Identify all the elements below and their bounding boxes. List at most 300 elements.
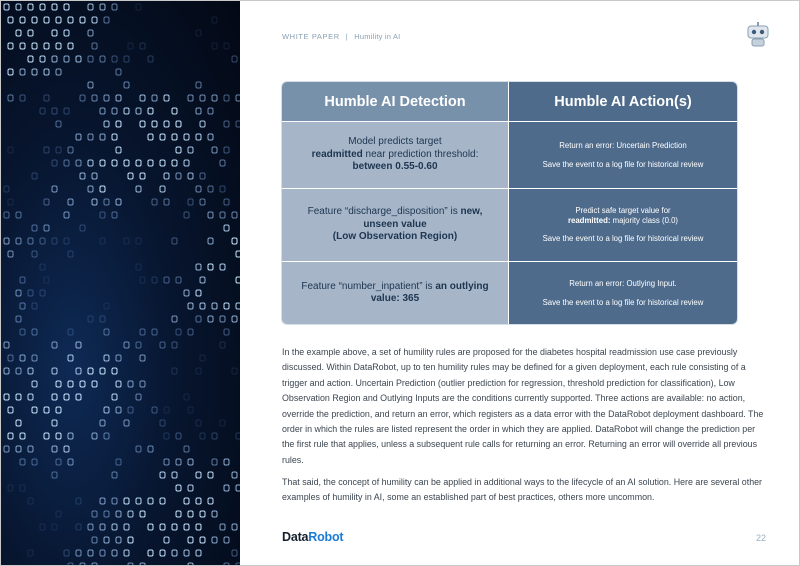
pattern-glyph [148,550,153,556]
pattern-glyph [224,199,229,205]
pattern-glyph [164,459,169,465]
pattern-glyph [196,108,201,114]
pattern-glyph [88,56,93,62]
page-header [282,32,400,41]
pattern-glyph [128,381,133,387]
pattern-glyph [136,160,141,166]
pattern-glyph [220,212,225,218]
pattern-glyph [112,394,117,400]
pattern-glyph [112,212,117,218]
pattern-glyph [208,186,213,192]
pattern-glyph [16,368,21,374]
pattern-glyph [124,238,129,244]
pattern-glyph [68,43,73,49]
pattern-glyph [124,160,129,166]
pattern-glyph [68,17,73,23]
pattern-glyph [64,212,69,218]
pattern-glyph [188,485,193,491]
pattern-glyph [8,147,13,153]
pattern-glyph [80,225,85,231]
pattern-glyph [56,43,61,49]
pattern-glyph [52,186,57,192]
table-header-detection: Humble AI Detection [282,82,508,121]
pattern-glyph [128,563,133,565]
pattern-glyph [128,537,133,543]
pattern-glyph [212,303,217,309]
pattern-glyph [224,459,229,465]
pattern-glyph [232,524,237,530]
table-row-2-actions [509,189,737,261]
pattern-glyph [196,134,201,140]
pattern-glyph [200,121,205,127]
pattern-glyph [56,433,61,439]
pattern-glyph [236,485,240,491]
pattern-glyph [116,459,121,465]
pattern-glyph [160,160,165,166]
pattern-glyph [40,4,45,10]
pattern-glyph [4,238,9,244]
pattern-glyph [40,238,45,244]
pattern-glyph [100,108,105,114]
pattern-glyph [128,43,133,49]
pattern-glyph [100,134,105,140]
pattern-glyph [8,433,13,439]
pattern-glyph [104,537,109,543]
pattern-glyph [188,511,193,517]
pattern-glyph [208,472,213,478]
pattern-glyph [92,381,97,387]
pattern-glyph [100,160,105,166]
pattern-glyph [44,199,49,205]
pattern-glyph [88,550,93,556]
pattern-glyph [232,56,237,62]
pattern-glyph [212,147,217,153]
pattern-glyph [112,524,117,530]
pattern-glyph [20,95,25,101]
pattern-glyph [52,108,57,114]
pattern-glyph [28,56,33,62]
pattern-glyph [148,108,153,114]
pattern-glyph [4,368,9,374]
pattern-glyph [164,537,169,543]
pattern-glyph [64,108,69,114]
pattern-glyph [68,381,73,387]
pattern-glyph [8,43,13,49]
pattern-glyph [44,407,49,413]
pattern-glyph [124,550,129,556]
pattern-glyph [52,56,57,62]
pattern-glyph [140,511,145,517]
pattern-glyph [44,43,49,49]
pattern-glyph [236,303,240,309]
pattern-glyph [64,238,69,244]
pattern-glyph [208,264,213,270]
pattern-glyph [44,225,49,231]
pattern-glyph [32,329,37,335]
pattern-glyph [224,225,229,231]
pattern-glyph [116,95,121,101]
pattern-glyph [4,446,9,452]
pattern-glyph [172,160,177,166]
pattern-glyph [32,407,37,413]
pattern-glyph [188,199,193,205]
pattern-glyph [88,524,93,530]
pattern-glyph [124,524,129,530]
pattern-glyph [152,407,157,413]
pattern-glyph [220,342,225,348]
pattern-glyph [124,56,129,62]
pattern-glyph [16,238,21,244]
pattern-glyph [52,420,57,426]
pattern-glyph [176,121,181,127]
pattern-glyph [112,56,117,62]
pattern-glyph [28,446,33,452]
pattern-glyph [88,30,93,36]
pattern-glyph [232,550,237,556]
table-row-3-actions [509,262,737,324]
pattern-glyph [32,225,37,231]
pattern-glyph [136,186,141,192]
pattern-glyph [32,69,37,75]
pattern-glyph [112,4,117,10]
pattern-glyph [28,498,33,504]
pattern-glyph [52,238,57,244]
pattern-glyph [140,563,145,565]
pattern-glyph [220,186,225,192]
pattern-glyph [172,134,177,140]
pattern-glyph [28,238,33,244]
humble-ai-table [282,82,737,324]
pattern-glyph [196,420,201,426]
pattern-glyph [8,407,13,413]
pattern-glyph [76,160,81,166]
pattern-glyph [196,524,201,530]
pattern-glyph [164,433,169,439]
pattern-glyph [104,303,109,309]
pattern-glyph [52,30,57,36]
pattern-glyph [208,134,213,140]
pattern-glyph [220,264,225,270]
pattern-glyph [20,69,25,75]
pattern-glyph [200,199,205,205]
pattern-glyph [136,108,141,114]
pattern-glyph [8,69,13,75]
pattern-glyph [160,342,165,348]
pattern-glyph [220,160,225,166]
pattern-glyph [172,472,177,478]
pattern-glyph [188,537,193,543]
pattern-glyph [116,199,121,205]
pattern-glyph [212,537,217,543]
pattern-glyph [4,212,9,218]
pattern-glyph [20,485,25,491]
pattern-glyph [172,550,177,556]
pattern-glyph [140,121,145,127]
pattern-glyph [44,433,49,439]
pattern-glyph [104,407,109,413]
pattern-glyph [116,147,121,153]
pattern-glyph [196,186,201,192]
pattern-glyph [68,147,73,153]
pattern-glyph [100,524,105,530]
pattern-glyph [136,394,141,400]
pattern-glyph [184,134,189,140]
pattern-glyph [140,381,145,387]
pattern-glyph [160,472,165,478]
pattern-glyph [128,407,133,413]
pattern-glyph [212,43,217,49]
pattern-glyph [88,134,93,140]
pattern-glyph [28,30,33,36]
pattern-glyph [128,173,133,179]
pattern-glyph [172,368,177,374]
header-section: WHITE PAPER [282,32,340,41]
pattern-glyph [184,212,189,218]
pattern-glyph [208,316,213,322]
pattern-glyph [88,186,93,192]
pattern-glyph [56,381,61,387]
pattern-glyph [100,186,105,192]
pattern-glyph [112,160,117,166]
pattern-glyph [136,498,141,504]
pattern-glyph [8,95,13,101]
pattern-glyph [128,511,133,517]
pattern-glyph [212,17,217,23]
pattern-glyph [76,134,81,140]
pattern-glyph [76,342,81,348]
pattern-glyph [236,277,240,283]
pattern-glyph [100,238,105,244]
pattern-glyph [188,173,193,179]
pattern-glyph [164,199,169,205]
pattern-glyph [224,43,229,49]
pattern-glyph [232,316,237,322]
pattern-glyph [40,56,45,62]
pattern-glyph [40,290,45,296]
table-row-1-detection: Model predicts target readmitted near prediction threshold: between 0.55-0.60 [282,122,508,188]
pattern-glyph [4,394,9,400]
table-row-2-detection: Feature “discharge_disposition” is new, unseen value (Low Observation Region) [282,189,508,261]
pattern-glyph [152,199,157,205]
pattern-glyph [28,550,33,556]
pattern-glyph [64,394,69,400]
pattern-glyph [140,355,145,361]
pattern-glyph [160,134,165,140]
pattern-glyph [112,108,117,114]
pattern-glyph [148,498,153,504]
pattern-glyph [92,563,97,565]
pattern-glyph [148,134,153,140]
pattern-glyph [176,433,181,439]
pattern-glyph [112,498,117,504]
pattern-glyph [100,550,105,556]
pattern-glyph [68,251,73,257]
pattern-glyph [116,407,121,413]
pattern-glyph [224,147,229,153]
pattern-glyph [8,251,13,257]
pattern-glyph [212,95,217,101]
pattern-glyph [16,316,21,322]
pattern-glyph [148,446,153,452]
pattern-glyph [116,381,121,387]
pattern-glyph [104,511,109,517]
body-paragraph-1: In the example above, a set of humility rules are proposed for the diabetes hospital readmission use case previously discussed. Within DataRobot, up to ten humility rules may be defined for a given deployment, each rule consisting of a trigger and action. Uncertain Prediction (outlier prediction for regression, threshold prediction for classification), Low Observation Region and Outlying Inputs are the conditions currently supported. Three actions are available: no action, override the prediction, and return an error, which registers as a data error with the DataRobot deployment dashboard. The order in which the rules are listed represent the order in which they are applied. DataRobot will change the prediction per the first rule that applies, unless a subsequent rule calls for returning an error. Returning an error will override all previous rules. [282,347,764,465]
pattern-glyph [236,251,240,257]
pattern-glyph [152,121,157,127]
pattern-glyph [88,368,93,374]
datarobot-logo: DataRobot [282,530,344,544]
pattern-glyph [116,69,121,75]
pattern-glyph [236,95,240,101]
pattern-glyph [56,17,61,23]
pattern-glyph [152,95,157,101]
pattern-glyph [44,95,49,101]
pattern-glyph [124,498,129,504]
pattern-glyph [196,316,201,322]
pattern-glyph [136,342,141,348]
pattern-glyph [32,381,37,387]
pattern-glyph [200,537,205,543]
pattern-glyph [92,17,97,23]
pattern-glyph [16,420,21,426]
pattern-glyph [200,303,205,309]
pattern-glyph [20,329,25,335]
pattern-glyph [32,173,37,179]
pattern-glyph [8,199,13,205]
pattern-glyph [64,4,69,10]
pattern-glyph [52,446,57,452]
pattern-glyph [208,212,213,218]
pattern-glyph [40,264,45,270]
pattern-glyph [88,316,93,322]
pattern-glyph [172,238,177,244]
pattern-glyph [124,108,129,114]
pattern-glyph [220,420,225,426]
pattern-glyph [76,56,81,62]
pattern-glyph [16,30,21,36]
pattern-glyph [56,69,61,75]
pattern-glyph [76,368,81,374]
pattern-glyph [76,550,81,556]
pattern-glyph [232,238,237,244]
cover-image-digital-pattern [1,1,240,565]
pattern-glyph [104,329,109,335]
pattern-glyph [4,186,9,192]
pattern-glyph [16,212,21,218]
pattern-glyph [112,134,117,140]
pattern-glyph [64,30,69,36]
pattern-glyph [196,368,201,374]
pattern-glyph [160,498,165,504]
pattern-glyph [64,56,69,62]
pattern-glyph [32,459,37,465]
pattern-glyph [16,4,21,10]
pattern-glyph [176,459,181,465]
pattern-glyph [92,511,97,517]
pattern-glyph [160,420,165,426]
pattern-glyph [224,563,229,565]
pattern-glyph [200,277,205,283]
pattern-glyph [164,95,169,101]
pattern-glyph [200,355,205,361]
pattern-glyph [56,459,61,465]
action-text: Save the event to a log file for historical review [542,297,704,307]
pattern-glyph [104,95,109,101]
pattern-glyph [100,56,105,62]
pattern-glyph [68,355,73,361]
pattern-glyph [44,69,49,75]
pattern-glyph [32,251,37,257]
pattern-glyph [16,394,21,400]
pattern-glyph [92,433,97,439]
pattern-glyph [28,4,33,10]
pattern-glyph [100,212,105,218]
pattern-glyph [8,485,13,491]
pattern-glyph [148,56,153,62]
pattern-glyph [232,212,237,218]
pattern-glyph [164,173,169,179]
pattern-glyph [140,173,145,179]
pattern-glyph [16,290,21,296]
pattern-glyph [104,355,109,361]
pattern-glyph [40,524,45,530]
pattern-glyph [196,498,201,504]
pattern-glyph [224,303,229,309]
pattern-glyph [220,316,225,322]
pattern-glyph [152,329,157,335]
pattern-glyph [224,485,229,491]
pattern-glyph [184,394,189,400]
pattern-glyph [88,4,93,10]
pattern-glyph [4,342,9,348]
robot-icon [745,21,771,47]
pattern-glyph [116,355,121,361]
pattern-glyph [208,108,213,114]
pattern-glyph [196,30,201,36]
pattern-glyph [188,147,193,153]
page-number: 22 [756,533,767,543]
pattern-glyph [104,199,109,205]
pattern-glyph [80,381,85,387]
pattern-glyph [200,433,205,439]
pattern-glyph [32,355,37,361]
pattern-glyph [140,43,145,49]
pattern-glyph [196,472,201,478]
pattern-glyph [224,95,229,101]
pattern-glyph [224,121,229,127]
pattern-glyph [124,82,129,88]
pattern-glyph [148,524,153,530]
pattern-glyph [124,420,129,426]
pattern-glyph [32,43,37,49]
pattern-glyph [112,472,117,478]
pattern-glyph [92,95,97,101]
pattern-glyph [184,160,189,166]
pattern-glyph [172,342,177,348]
pattern-glyph [140,329,145,335]
header-topic: Humility in AI [354,32,401,41]
pattern-glyph [32,303,37,309]
action-text: Save the event to a log file for historical review [542,159,704,169]
pattern-glyph [172,316,177,322]
pattern-glyph [92,537,97,543]
action-text: Return an error: Uncertain Prediction [559,140,687,150]
pattern-glyph [52,394,57,400]
pattern-glyph [176,277,181,283]
pattern-glyph [220,524,225,530]
pattern-glyph [64,160,69,166]
pattern-glyph [236,563,240,565]
